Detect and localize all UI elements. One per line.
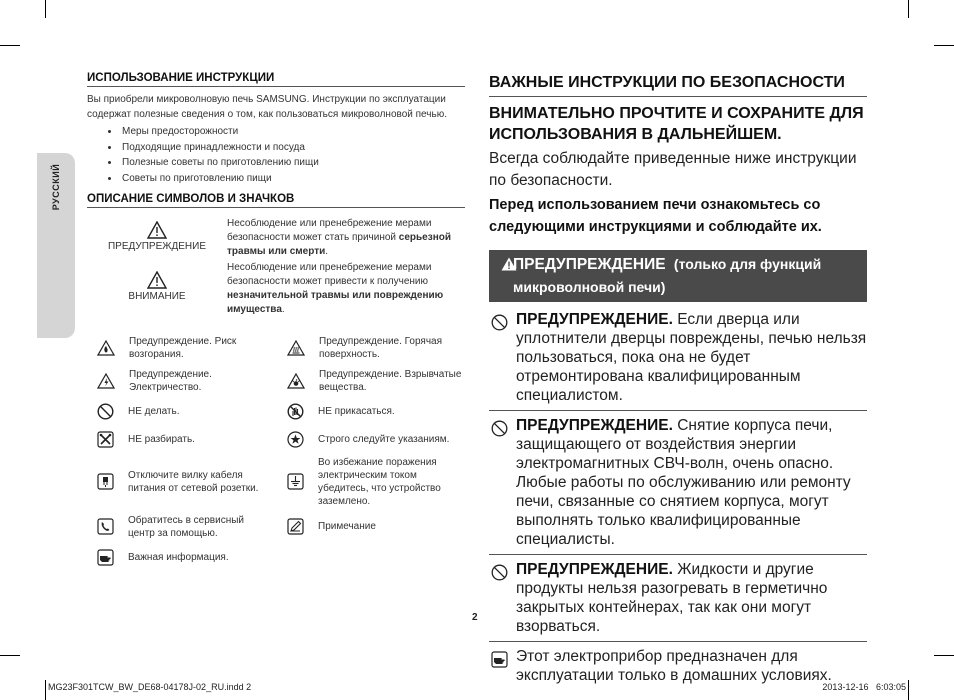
crop-mark (0, 655, 20, 656)
do-not-icon (491, 420, 508, 437)
warning-definition (87, 217, 465, 259)
list-item (489, 642, 867, 690)
caution-desc-bold: незначительной травмы или повреждению имущества (227, 290, 444, 315)
item-lead: ПРЕДУПРЕЖДЕНИЕ. (516, 311, 673, 328)
symbol-text: НЕ делать. (128, 405, 180, 417)
do-not-icon (491, 564, 508, 581)
crop-mark (908, 680, 909, 700)
symbol-follow (277, 425, 465, 454)
do-not-disassemble-icon (97, 431, 114, 448)
pointing-hand-icon (97, 549, 114, 566)
explosive-warning-icon (287, 373, 305, 389)
list-item: • Полезные советы по приготовлению пищи (120, 155, 465, 171)
footer-filename: MG23F301TCW_BW_DE68-04178J-02_RU.indd 2 (48, 682, 252, 692)
page-number: 2 (472, 612, 478, 623)
symbol-text: Предупреждение. Риск возгорания. (129, 335, 237, 360)
section-title-usage: ИСПОЛЬЗОВАНИЕ ИНСТРУКЦИИ (87, 72, 465, 87)
banner-main: ПРЕДУПРЕЖДЕНИЕ (513, 256, 666, 273)
symbol-text: Предупреждение. Электричество. (129, 368, 212, 393)
symbols-grid (87, 331, 465, 570)
crop-mark (0, 45, 20, 46)
item-lead: ПРЕДУПРЕЖДЕНИЕ. (516, 561, 673, 578)
symbol-fire (87, 331, 271, 364)
phone-service-icon (97, 518, 114, 535)
language-label: РУССКИЙ (51, 163, 61, 211)
symbol-text: Обратитесь в сервисный центр за помощью. (128, 514, 245, 539)
item-lead: ПРЕДУПРЕЖДЕНИЕ. (516, 417, 673, 434)
footer-timestamp: 2013-12-16 6:03:05 (822, 682, 906, 692)
microwave-warning-banner (489, 250, 867, 302)
safety-para-bold: Перед использованием печи ознакомьтесь со следующими инструкциями и соблюдайте их. (489, 197, 822, 235)
caution-label: ВНИМАНИЕ (128, 291, 186, 302)
banner-sub: (только для функций микроволновой печи) (513, 256, 822, 295)
section-title-symbols: ОПИСАНИЕ СИМВОЛОВ И ЗНАЧКОВ (87, 193, 465, 208)
follow-instructions-icon (287, 431, 304, 448)
list-item: • Подходящие принадлежности и посуда (120, 140, 465, 156)
crop-mark (908, 0, 909, 18)
symbol-do-not-touch (277, 397, 465, 425)
note-icon (287, 518, 304, 535)
symbol-text: Предупреждение. Горячая поверхность. (319, 335, 443, 360)
fire-warning-icon (97, 340, 115, 356)
item-text: Снятие корпуса печи, защищающего от воздействия энергии электромагнитных СВЧ-волн, очень опасно. Любые работы по обслуживанию или ремонту печи, связанные со снятием корпуса, могут выполнять только квалифицированные специалисты. (516, 417, 851, 548)
symbol-text: Важная информация. (128, 551, 229, 563)
crop-mark (45, 680, 46, 700)
symbol-phone-service (87, 509, 271, 544)
electric-warning-icon (97, 373, 115, 389)
list-item (489, 411, 867, 555)
warning-triangle-icon (147, 221, 167, 239)
do-not-icon (491, 314, 508, 331)
item-text: Жидкости и другие продукты нельзя разогревать в герметично закрытых контейнерах, так как они могут взорваться. (516, 561, 828, 635)
safety-subtitle: ВНИМАТЕЛЬНО ПРОЧТИТЕ И СОХРАНИТЕ ДЛЯ ИСПОЛЬЗОВАНИЯ В ДАЛЬНЕЙШЕМ. (489, 105, 864, 143)
warning-triangle-icon (501, 257, 517, 271)
symbol-electric (87, 364, 271, 397)
pointing-hand-icon (491, 651, 508, 668)
crop-mark (934, 655, 954, 656)
ground-icon (287, 473, 304, 490)
symbol-hot (277, 331, 465, 364)
language-side-tab (37, 153, 75, 338)
list-item (489, 555, 867, 642)
safety-title: ВАЖНЫЕ ИНСТРУКЦИИ ПО БЕЗОПАСНОСТИ (489, 72, 867, 97)
caution-desc: Несоблюдение или пренебрежение мерами безопасности может привести к получению (227, 262, 432, 287)
caution-desc-end: . (281, 304, 285, 315)
caution-definition (87, 261, 465, 317)
symbol-text: Строго следуйте указаниям. (318, 434, 450, 445)
symbol-text: Примечание (318, 521, 376, 532)
symbol-text: НЕ разбирать. (128, 434, 195, 445)
warning-desc-bold: серьезной травмы или смерти (227, 232, 452, 257)
symbol-text: НЕ прикасаться. (318, 405, 395, 417)
warning-desc-end: . (325, 246, 329, 257)
symbol-text: Отключите вилку кабеля питания от сетевой розетки. (128, 469, 259, 494)
unplug-icon (97, 473, 114, 490)
symbol-text: Предупреждение. Взрывчатые вещества. (319, 368, 462, 393)
safety-para: Всегда соблюдайте приведенные ниже инструкции по безопасности. (489, 150, 857, 189)
warning-desc: Несоблюдение или пренебрежение мерами безопасности может стать причиной (227, 218, 432, 243)
symbol-do-not (87, 397, 271, 425)
symbol-explosive (277, 364, 465, 397)
symbol-ground (277, 454, 465, 509)
caution-triangle-icon (147, 271, 167, 289)
symbol-unplug (87, 454, 271, 509)
warning-label: ПРЕДУПРЕЖДЕНИЕ (107, 241, 207, 252)
left-column (87, 72, 465, 570)
symbol-text: Во избежание поражения электрическим током убедитесь, что устройство заземлено. (318, 456, 441, 507)
list-item: • Меры предосторожности (120, 124, 465, 140)
usage-intro: Вы приобрели микроволновую печь SAMSUNG. Инструкции по эксплуатации содержат полезные сведения о том, как пользоваться микроволновой печью. (87, 94, 447, 120)
warning-list (489, 302, 867, 690)
do-not-touch-icon (287, 403, 304, 420)
crop-mark (45, 0, 46, 18)
list-item: • Советы по приготовлению пищи (120, 171, 465, 187)
symbol-important (87, 544, 271, 570)
item-text: Если дверца или уплотнители дверцы повреждены, печью нельзя пользоваться, пока она не будет отремонтирована квалифицированным специалистом. (516, 311, 867, 404)
item-text: Этот электроприбор предназначен для эксплуатации только в домашних условиях. (516, 648, 832, 684)
usage-bullets (87, 124, 465, 186)
symbol-note (277, 509, 465, 544)
crop-mark (934, 45, 954, 46)
right-column (489, 72, 867, 690)
symbol-do-not-disassemble (87, 425, 271, 454)
list-item (489, 302, 867, 411)
hot-surface-icon (287, 340, 305, 356)
do-not-icon (97, 403, 114, 420)
